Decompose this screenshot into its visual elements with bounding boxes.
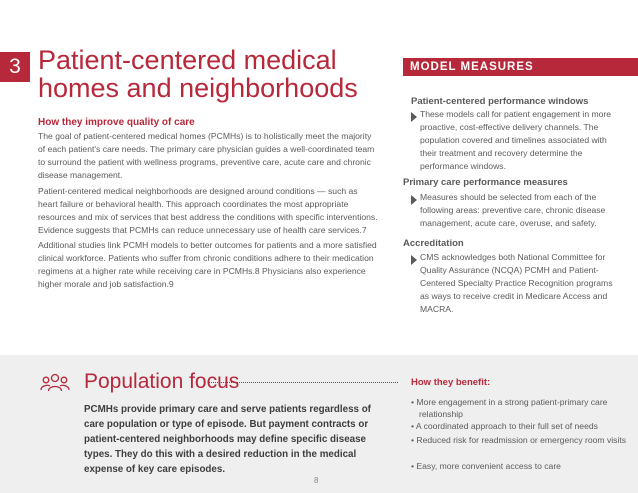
dotted-divider	[208, 382, 398, 383]
measure-text-2: Measures should be selected from each of the following areas: preventive care, chronic disease management, acute care, overuse, and safety.	[420, 192, 606, 228]
measure-text-3: CMS acknowledges both National Committee for Quality Assurance (NCQA) PCMH and Patient-Centered Specialty Practice Recognition programs as ways to receive credit in Medicare Access and MACRA.	[420, 252, 613, 314]
page-number: 8	[314, 476, 319, 485]
benefits-heading: How they benefit:	[411, 377, 491, 388]
paragraph-2: Patient-centered medical neighborhoods are designed around conditions — such as heart failure or behavioral health. This approach coordinates the most appropriate resources and mix of services that best address the conditions with specific interventions. Evidence suggests that PCMHs can reduce unnecessary use of health care services.7	[38, 186, 378, 235]
measure-text-1: These models call for patient engagement in more proactive, cost-effective delivery channels. The population covered and timelines associated with their treatment and recovery determine the performance windows.	[420, 109, 612, 171]
paragraph-1: The goal of patient-centered medical homes (PCMHs) is to holistically meet the majority of each patient's care needs. The primary care physician guides a well-coordinated team to surround the patient with wellness programs, preventive care, acute care and chronic disease management.	[38, 131, 375, 180]
benefit-item: • More engagement in a strong patient-primary care relationship	[411, 397, 608, 419]
population-focus-title: Population focus	[84, 370, 240, 393]
people-icon	[40, 372, 70, 394]
paragraph-3: Additional studies link PCMH models to better outcomes for patients and a more satisfied clinical workforce. Patients who suffer from chronic conditions adhere to their medication regimens at a higher rate while receiving care in PCMHs.8 Physicians also experience higher morale and job satisfaction.9	[38, 240, 377, 289]
population-focus-body: PCMHs provide primary care and serve patients regardless of care population or type of episode. But payment contracts or patient-centered neighborhoods may define specific disease types. They do this with a desired reduction in the medical expense of key care episodes.	[84, 404, 371, 475]
benefit-item: • Reduced risk for readmission or emergency room visits	[411, 435, 627, 445]
measure-heading-1: Patient-centered performance windows	[411, 96, 589, 107]
quality-heading: How they improve quality of care	[38, 117, 195, 128]
section-number: 3	[0, 52, 30, 82]
model-measures-label: MODEL MEASURES	[410, 61, 534, 73]
page-title: Patient-centered medical homes and neighborhoods	[38, 45, 358, 103]
measure-heading-3: Accreditation	[403, 238, 464, 249]
benefit-item: • Easy, more convenient access to care	[411, 461, 561, 471]
measure-heading-2: Primary care performance measures	[403, 177, 568, 188]
benefit-item: • A coordinated approach to their full set of needs	[411, 421, 598, 431]
